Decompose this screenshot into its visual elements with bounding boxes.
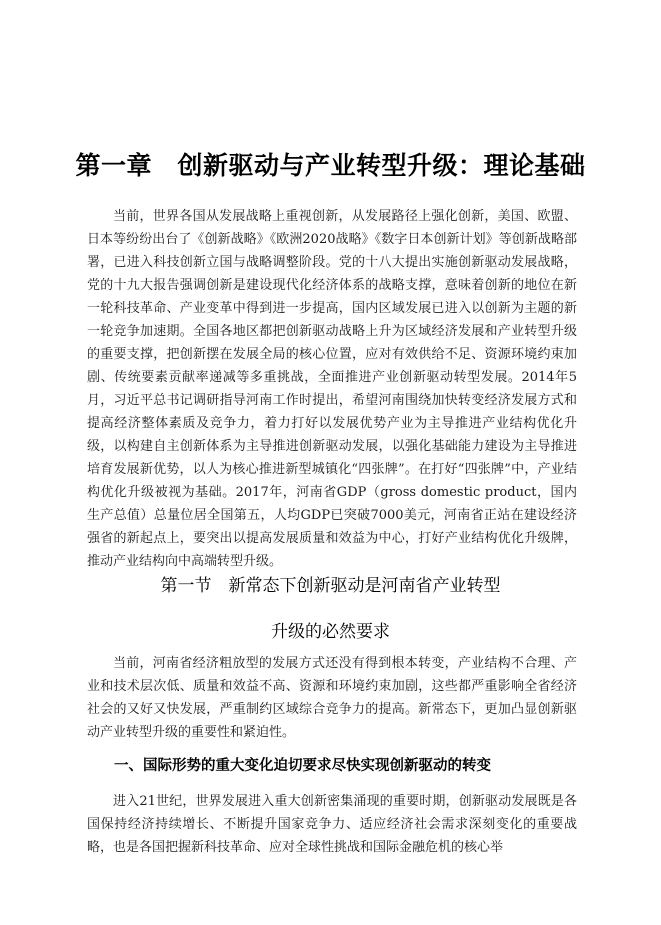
section-title-line-2: 升级的必然要求: [271, 622, 390, 642]
section-title-line-1: 第一节 新常态下创新驱动是河南省产业转型: [160, 576, 501, 596]
body-paragraph: 当前，河南省经济粗放型的发展方式还没有得到根本转变，产业结构不合理、产业和技术层次低、质量和效益不高、资源和环境约束加剧，这些都严重影响全省经济社会的又好又快发展，严重制约区域综合竞争力的提高。新常态下，更加凸显创新驱动产业转型升级的重要性和紧迫性。: [87, 656, 577, 740]
body-paragraph: 进入21世纪，世界发展进入重大创新密集涌现的重要时期，创新驱动发展既是各国保持经济持续增长、不断提升国家竞争力、适应经济社会需求深刻变化的重要战略，也是各国把握新科技革命、应对全球性挑战和国际金融危机的核心举: [87, 794, 577, 855]
subsection-title: 一、国际形势的重大变化迫切要求尽快实现创新驱动的转变: [114, 758, 491, 774]
body-paragraph: 当前，世界各国从发展战略上重视创新，从发展路径上强化创新，美国、欧盟、日本等纷纷出台了《创新战略》《欧洲2020战略》《数字日本创新计划》等创新战略部署，已进入科技创新立国与战略调整阶段。党的十八大提出实施创新驱动发展战略，党的十九大报告强调创新是建设现代化经济体系的战略支撑，意味着创新的地位在新一轮科技革命、产业变革中得到进一步提高，国内区域发展已进入以创新为主题的新一轮竞争加速期。全国各地区都把创新驱动战略上升为区域经济发展和产业转型升级的重要支撑，把创新摆在发展全局的核心位置，应对有效供给不足、资源环境约束加剧、传统要素贡献率递减等多重挑战，全面推进产业创新驱动转型发展。2014年5月，习近平总书记调研指导河南工作时提出，希望河南围绕加快转变经济发展方式和提高经济整体素质及竞争力，着力打好以发展优势产业为主导推进产业结构优化升级，以构建自主创新体系为主导推进创新驱动发展，以强化基础能力建设为主导推进培育发展新优势，以人为核心推进新型城镇化“四张牌”。在打好“四张牌”中，产业结构优化升级被视为基础。2017年，河南省GDP（gross domestic product，国内生产总值）总量位居全国第五，人均GDP已突破7000美元，河南省正站在建设经济强省的新起点上，要突出以提高发展质量和效益为中心，打好产业结构优化升级牌，推动产业结构向中高端转型升级。: [87, 209, 577, 569]
chapter-title: 第一章 创新驱动与产业转型升级：理论基础: [75, 151, 586, 180]
